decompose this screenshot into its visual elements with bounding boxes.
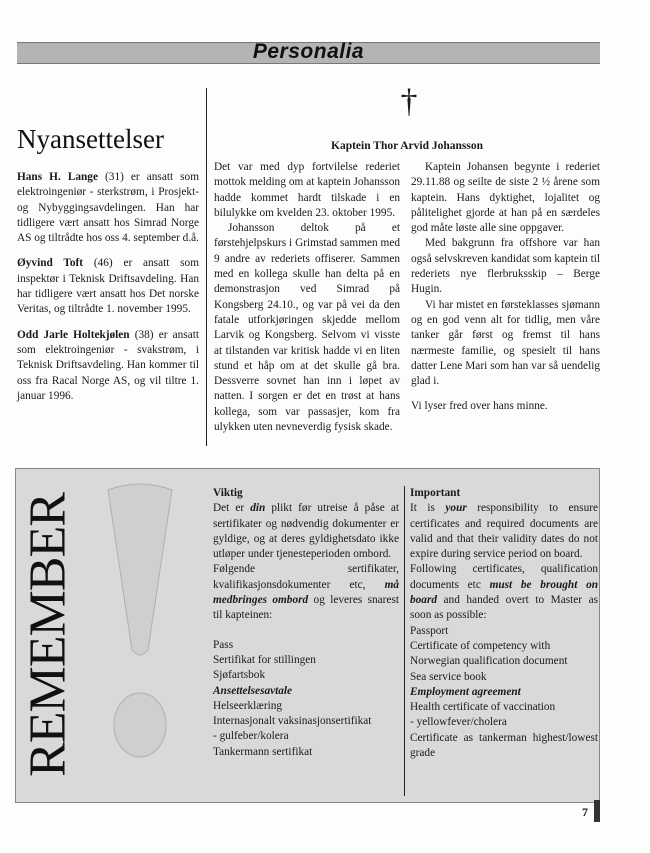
new-hire-text: (31) er ansatt som elektroingeniør - sterkstrøm, i Prosjekt- og Nybyggingsavdelingen. Han har tidligere vært ansatt hos Simrad Norge AS og tiltrådte hos oss 4. september d.å. xyxy=(17,171,199,245)
norwegian-notice xyxy=(213,486,399,760)
box-column-divider xyxy=(404,486,405,796)
obituary-paragraph: Kaptein Johansen begynte i rederiet 29.11.88 og seilte de siste 2 ½ årene som kaptein. Hans dyktighet, lojalitet og pålitelighet gjorde at han på en særdeles god måte løste alle sine oppgaver. xyxy=(411,161,600,235)
remember-word: REMEMBER xyxy=(19,493,77,777)
obituary-title: Kaptein Thor Arvid Johansson xyxy=(331,140,483,152)
document-list-item: Helseerklæring xyxy=(213,699,283,712)
document-list-item: Employment agreement xyxy=(410,685,521,698)
new-hire-entry xyxy=(17,170,199,246)
remember-vertical-label xyxy=(20,470,76,800)
document-list-item: Internasjonalt vaksinasjonsertifikat xyxy=(213,715,372,728)
new-hire-name: Hans H. Lange xyxy=(17,171,98,183)
obituary-column-right xyxy=(411,160,600,415)
notice-heading: Viktig xyxy=(213,487,243,499)
obituary-column-left xyxy=(214,160,400,435)
new-hire-text: (46) er ansatt som inspektør i Teknisk Driftsavdeling. Han har tidligere vært ansatt hos Det norske Veritas, og tiltrådte 1. november 1995. xyxy=(17,257,199,316)
new-hire-text: (38) er ansatt som elektroingeniør - svakstrøm, i Teknisk Driftsavdeling. Han kommer til oss fra Racal Norge AS, og vil tiltre 1. januar 1996. xyxy=(17,328,199,402)
new-hires-heading: Nyansettelser xyxy=(17,124,164,154)
document-list-item: Tankermann sertifikat xyxy=(213,745,313,758)
document-list-item: Certificate as tankerman highest/lowest grade xyxy=(410,731,598,760)
new-hire-name: Odd Jarle Holtekjølen xyxy=(17,328,130,341)
document-list-item: Sjøfartsbok xyxy=(213,669,266,682)
document-list-item: Norwegian qualification document xyxy=(410,655,568,668)
notice-paragraph: It is your responsibility to ensure certificates and required documents are valid and that their validity dates do not expire during service period on board. xyxy=(410,502,599,561)
obituary-paragraph: Johansson deltok på et førstehjelpskurs i Grimstad sammen med 9 andre av rederiets offiserer. Sammen med en kollega skulle han delta på en demonstrasjon ved Simrad på Kongsberg 24.10., og var på vei da den fatale utforkjøringen skjedde mellom Larvik og Kongsberg. Selvom vi visste at tilstanden var kritisk hadde vi en liten stund et håp om at det skulle gå bra. Dessverre sovnet han inn i løpet av natten. I sorgen er det en trøst at hans kollega, som var passasjer, kom fra ulykken uten nevneverdig fysisk skade. xyxy=(214,222,400,434)
english-notice xyxy=(410,486,598,761)
document-list xyxy=(410,624,598,762)
document-list-item: Ansettelsesavtale xyxy=(213,684,293,697)
exclamation-icon xyxy=(100,480,180,790)
obituary-paragraph: Vi har mistet en førsteklasses sjømann og en god venn alt for tidlig, men våre tanker går først og fremst til hans nærmeste familie, og spesielt til hans datter Lene Mari som han var så uendelig glad i. xyxy=(411,298,600,388)
document-list-item: - gulfeber/kolera xyxy=(213,730,289,743)
document-list-item: Certificate of competency with xyxy=(410,639,551,652)
new-hire-name: Øyvind Toft xyxy=(17,257,84,270)
document-list xyxy=(213,638,399,760)
new-hire-entry xyxy=(17,256,199,317)
new-hire-entry xyxy=(17,328,199,404)
cross-symbol: † xyxy=(400,83,418,120)
section-title: Personalia xyxy=(252,40,365,63)
notice-paragraph: Following certificates, qualification documents etc must be brought on board and handed overt to Master as soon as possible: xyxy=(410,563,599,622)
notice-paragraph: Det er din plikt før utreise å påse at sertifikater og nødvendig dokumenter er gyldige, og at deres gyldighetsdato ikke utløper under tjenesteperioden ombord. xyxy=(213,502,399,561)
document-list-item: Passport xyxy=(410,624,449,637)
obituary-paragraph: Det var med dyp fortvilelse rederiet mottok melding om at kaptein Johansson hadde kommet hardt tilskade i en bilulykke om kvelden 23. oktober 1995. xyxy=(214,161,400,219)
document-list-item: Sea service book xyxy=(410,670,487,683)
page-number: 7 xyxy=(582,805,588,819)
new-hires-column xyxy=(17,170,199,414)
document-list-item: Sertifikat for stillingen xyxy=(213,653,316,666)
document-list-item: Pass xyxy=(213,638,234,651)
page-edge-marker xyxy=(594,800,600,822)
document-list-item: - yellowfever/cholera xyxy=(410,716,507,729)
notice-paragraph: Følgende sertifikater, kvalifikasjonsdokumenter etc, må medbringes ombord og leveres snarest til kapteinen: xyxy=(213,563,399,622)
obituary-paragraph: Med bakgrunn fra offshore var han også selvskreven kandidat som kaptein til rederiets nye flerbruksskip – Berge Hugin. xyxy=(411,237,600,296)
notice-heading: Important xyxy=(410,487,461,499)
section-banner xyxy=(17,42,600,64)
obituary-closing: Vi lyser fred over hans minne. xyxy=(411,400,548,413)
column-divider xyxy=(206,88,207,446)
document-list-item: Health certificate of vaccination xyxy=(410,701,556,714)
